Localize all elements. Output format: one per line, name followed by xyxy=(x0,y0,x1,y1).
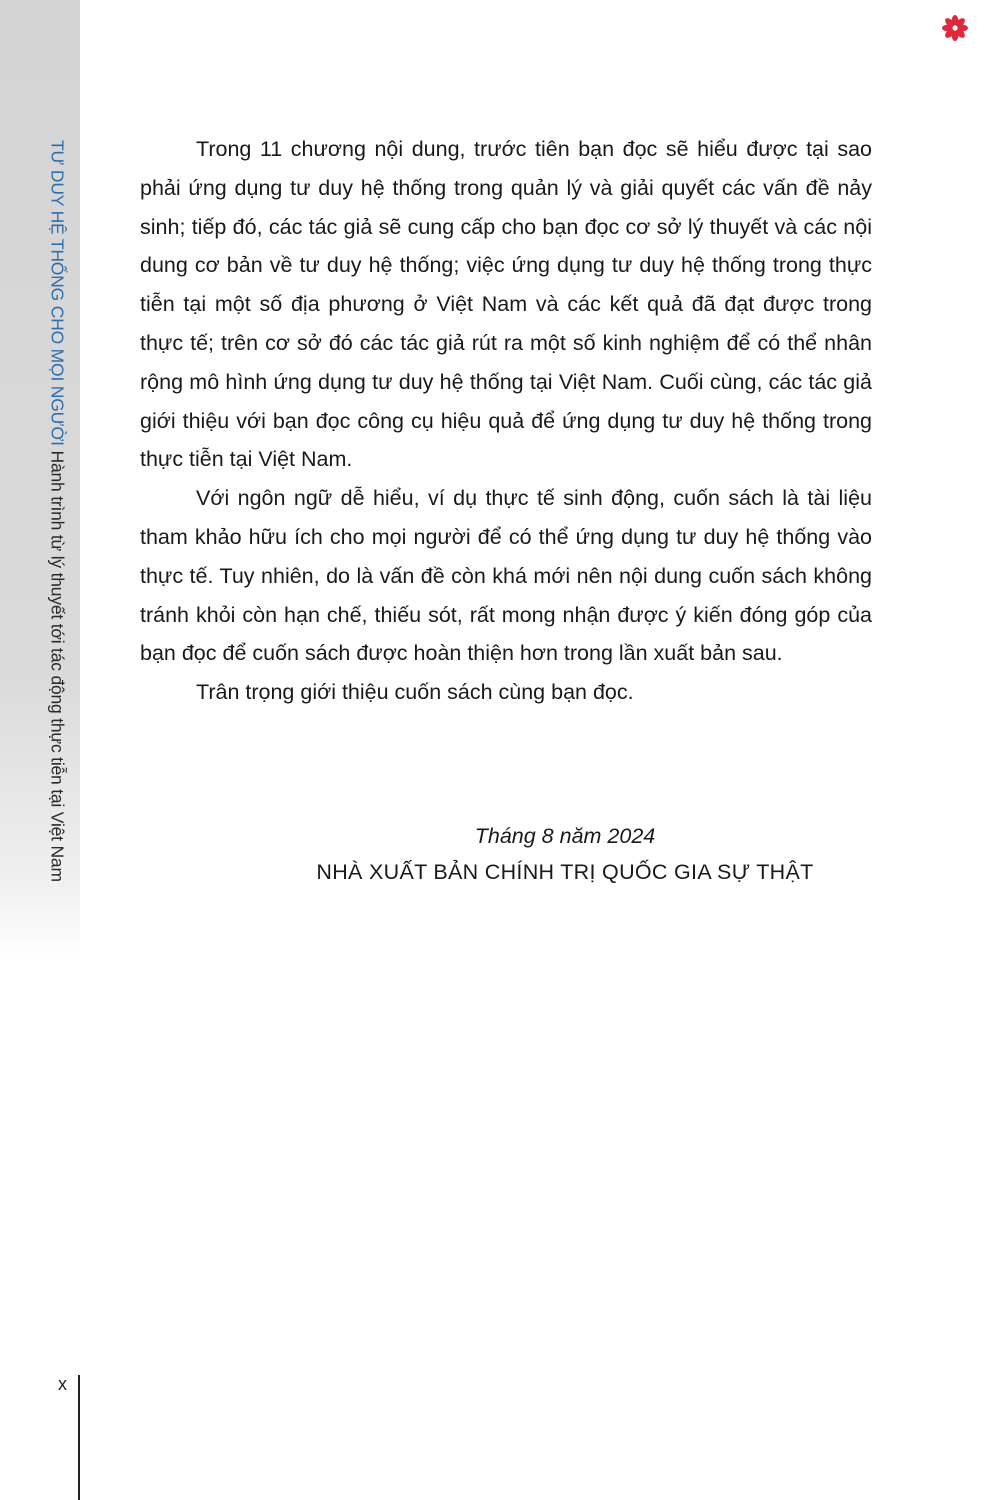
signature-publisher: NHÀ XUẤT BẢN CHÍNH TRỊ QUỐC GIA SỰ THẬT xyxy=(316,860,814,884)
side-band xyxy=(0,0,80,960)
paragraph-2: Với ngôn ngữ dễ hiểu, ví dụ thực tế sinh động, cuốn sách là tài liệu tham khảo hữu ích cho mọi người để có thể ứng dụng tư duy hệ thống vào thực tế. Tuy nhiên, do là vấn đề còn khá mới nên nội dung cuốn sách không tránh khỏi còn hạn chế, thiếu sót, rất mong nhận được ý kiến đóng góp của bạn đọc để cuốn sách được hoàn thiện hơn trong lần xuất bản sau. xyxy=(140,486,872,666)
page-number: x xyxy=(58,1374,67,1394)
running-head-subtitle: Hành trình từ lý thuyết tới tác động thực tiễn tại Việt Nam xyxy=(47,450,68,882)
running-head xyxy=(48,140,66,882)
paragraph-3: Trân trọng giới thiệu cuốn sách cùng bạn đọc. xyxy=(196,680,634,705)
signature-block xyxy=(140,818,990,890)
signature-date: Tháng 8 năm 2024 xyxy=(474,824,656,848)
page-number-rule xyxy=(78,1375,80,1500)
paragraph-1: Trong 11 chương nội dung, trước tiên bạn đọc sẽ hiểu được tại sao phải ứng dụng tư duy hệ thống trong quản lý và giải quyết các vấn đề nảy sinh; tiếp đó, các tác giả sẽ cung cấp cho bạn đọc cơ sở lý thuyết và các nội dung cơ bản về tư duy hệ thống; việc ứng dụng tư duy hệ thống trong thực tiễn tại một số địa phương ở Việt Nam và các kết quả đã đạt được trong thực tế; trên cơ sở đó các tác giả rút ra một số kinh nghiệm để có thể nhân rộng mô hình ứng dụng tư duy hệ thống tại Việt Nam. Cuối cùng, các tác giả giới thiệu với bạn đọc công cụ hiệu quả để ứng dụng tư duy hệ thống trong thực tiễn tại Việt Nam. xyxy=(140,137,872,472)
body-text xyxy=(140,130,872,712)
publisher-flower-logo-icon xyxy=(941,14,969,42)
running-head-title: TƯ DUY HỆ THỐNG CHO MỌI NGƯỜI xyxy=(47,140,68,446)
